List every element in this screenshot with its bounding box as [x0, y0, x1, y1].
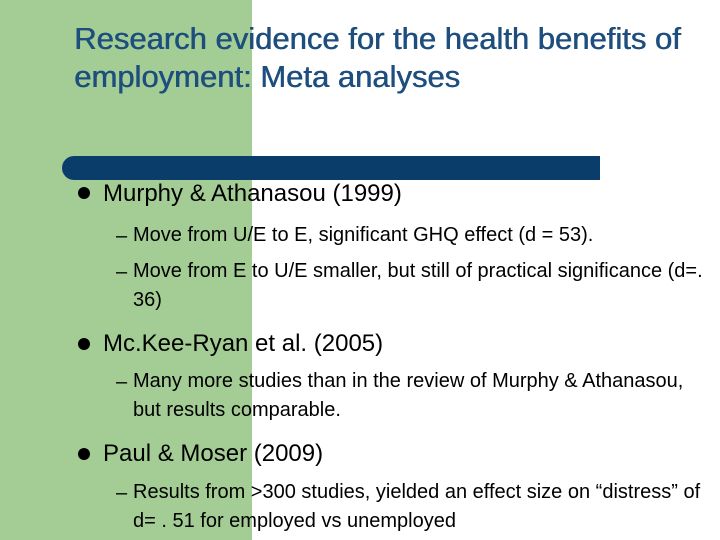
bullet-heading-mckee-ryan: Mc.Kee-Ryan et al. (2005)	[103, 330, 384, 357]
subitem-text: Move from U/E to E, significant GHQ effect (d = 53).	[133, 224, 594, 246]
subitem-text: Move from E to U/E smaller, but still of practical significance (d=. 36)	[133, 260, 703, 311]
dash-icon: –	[116, 371, 128, 393]
subitem-text: Results from >300 studies, yielded an effect size on “distress” of d= . 51 for employed vs unemployed	[133, 481, 701, 532]
bullet-heading-murphy: Murphy & Athanasou (1999)	[103, 180, 402, 207]
bullet-heading-paul-moser: Paul & Moser (2009)	[103, 440, 324, 467]
bullet-icon	[78, 338, 90, 350]
bullet-icon	[78, 187, 90, 199]
slide-title: Research evidence for the health benefits of employment: Meta analyses	[74, 21, 681, 94]
dash-icon: –	[116, 261, 128, 283]
dash-icon: –	[116, 482, 128, 504]
subitem-text: Many more studies than in the review of Murphy & Athanasou, but results comparable.	[133, 370, 684, 421]
dash-icon: –	[116, 225, 128, 247]
bullet-icon	[78, 448, 90, 460]
